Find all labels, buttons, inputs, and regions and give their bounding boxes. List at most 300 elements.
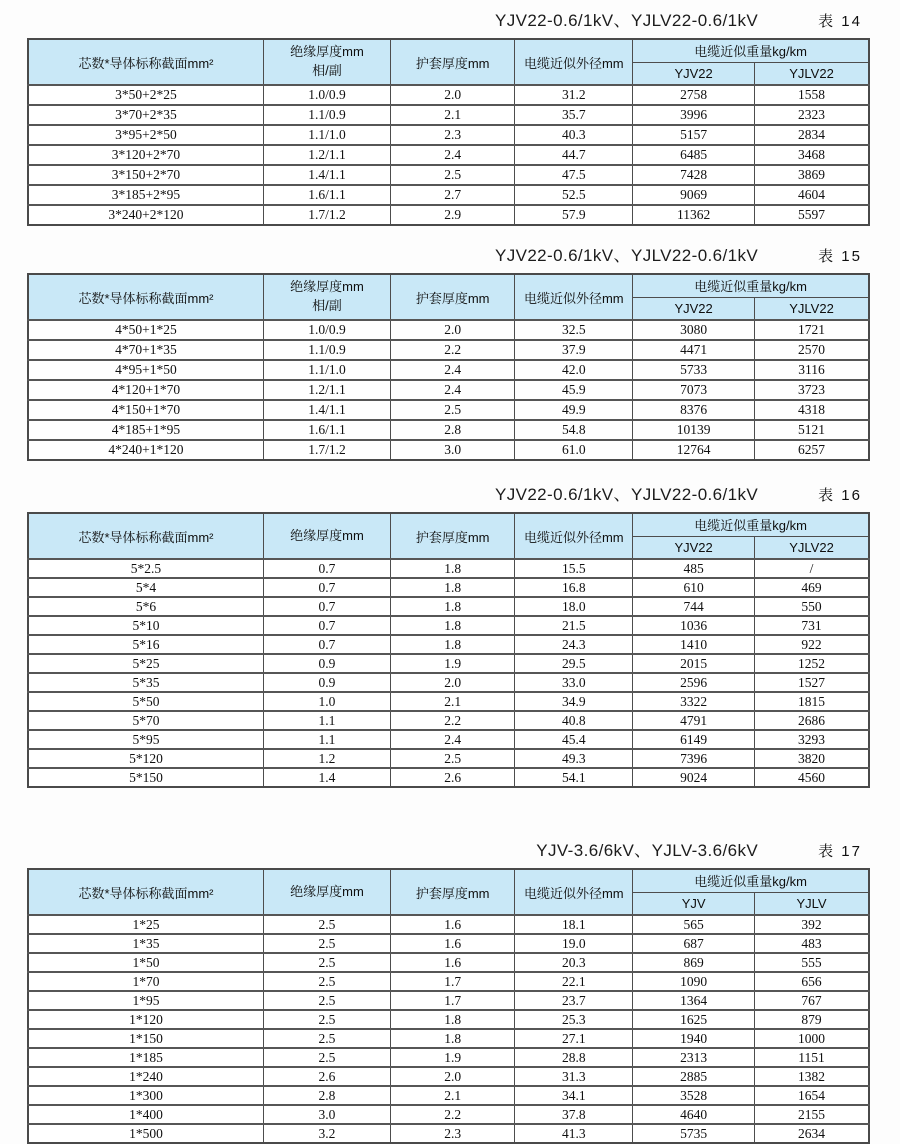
data-cell: 45.9 xyxy=(515,380,633,400)
data-cell: 20.3 xyxy=(515,953,633,972)
data-cell: 2.5 xyxy=(263,972,390,991)
data-cell: 2.1 xyxy=(390,105,514,125)
data-cell: 1940 xyxy=(633,1029,755,1048)
col-header-insulation-thickness xyxy=(263,274,390,320)
tables-host xyxy=(0,6,900,1144)
data-cell: 61.0 xyxy=(515,440,633,460)
data-cell: 1*240 xyxy=(28,1067,263,1086)
data-cell: 3528 xyxy=(633,1086,755,1105)
table-row xyxy=(28,1105,869,1124)
data-cell: 767 xyxy=(755,991,869,1010)
data-cell: 15.5 xyxy=(515,559,633,578)
data-cell: 5*120 xyxy=(28,749,263,768)
data-cell: 1*120 xyxy=(28,1010,263,1029)
data-cell: 12764 xyxy=(633,440,755,460)
data-cell: 3*185+2*95 xyxy=(28,185,263,205)
data-cell: 16.8 xyxy=(515,578,633,597)
data-cell: 5*70 xyxy=(28,711,263,730)
table-header xyxy=(28,869,869,915)
data-cell: 2634 xyxy=(755,1124,869,1143)
data-cell: 2.7 xyxy=(390,185,514,205)
data-cell: 1721 xyxy=(755,320,869,340)
data-cell: 34.1 xyxy=(515,1086,633,1105)
data-cell: 1.1 xyxy=(263,711,390,730)
cable-spec-table xyxy=(27,273,870,461)
data-cell: 2.0 xyxy=(390,1067,514,1086)
table-row xyxy=(28,125,869,145)
data-cell: 3116 xyxy=(755,360,869,380)
data-cell: 40.3 xyxy=(515,125,633,145)
data-cell: 3.2 xyxy=(263,1124,390,1143)
data-cell: 7396 xyxy=(633,749,755,768)
data-cell: 2.3 xyxy=(390,125,514,145)
insulation-header-line1: 绝缘厚度mm xyxy=(290,44,364,60)
table-header xyxy=(28,39,869,85)
data-cell: 1.1/0.9 xyxy=(263,105,390,125)
col-header-insulation-thickness xyxy=(263,39,390,85)
data-cell: 3322 xyxy=(633,692,755,711)
table-row xyxy=(28,730,869,749)
data-cell: 1.6/1.1 xyxy=(263,185,390,205)
data-cell: 54.1 xyxy=(515,768,633,787)
col-header-approx-diameter: 电缆近似外径mm xyxy=(515,869,633,915)
data-cell: 1.9 xyxy=(390,1048,514,1067)
col-header-approx-diameter: 电缆近似外径mm xyxy=(515,513,633,559)
data-cell: 2.5 xyxy=(263,934,390,953)
data-cell: 1.6/1.1 xyxy=(263,420,390,440)
table-row xyxy=(28,420,869,440)
data-cell: 2.5 xyxy=(263,953,390,972)
col-header-sheath-thickness: 护套厚度mm xyxy=(390,274,514,320)
table-title-row xyxy=(27,6,870,31)
data-cell: 5157 xyxy=(633,125,755,145)
data-cell: 1815 xyxy=(755,692,869,711)
data-cell: 6149 xyxy=(633,730,755,749)
data-cell: 6257 xyxy=(755,440,869,460)
data-cell: 744 xyxy=(633,597,755,616)
col-header-approx-weight: 电缆近似重量kg/km xyxy=(633,869,869,892)
insulation-header-line1: 绝缘厚度mm xyxy=(290,883,364,899)
table-row xyxy=(28,673,869,692)
data-cell: 5*50 xyxy=(28,692,263,711)
data-cell: 0.9 xyxy=(263,673,390,692)
table-header xyxy=(28,513,869,559)
data-cell: 54.8 xyxy=(515,420,633,440)
data-cell: 29.5 xyxy=(515,654,633,673)
data-cell: 18.0 xyxy=(515,597,633,616)
data-cell: 1*95 xyxy=(28,991,263,1010)
table-row xyxy=(28,145,869,165)
table-row xyxy=(28,1067,869,1086)
data-cell: 1151 xyxy=(755,1048,869,1067)
data-cell: 4*95+1*50 xyxy=(28,360,263,380)
data-cell: 31.3 xyxy=(515,1067,633,1086)
table-row xyxy=(28,711,869,730)
data-cell: 1.9 xyxy=(390,654,514,673)
data-cell: 1*70 xyxy=(28,972,263,991)
data-cell: 2313 xyxy=(633,1048,755,1067)
data-cell: 1.2 xyxy=(263,749,390,768)
table-row xyxy=(28,1086,869,1105)
data-cell: 1.8 xyxy=(390,1010,514,1029)
col-header-weight-yjlv: YJLV22 xyxy=(755,297,869,320)
data-cell: 1410 xyxy=(633,635,755,654)
data-cell: 5597 xyxy=(755,205,869,225)
col-header-approx-weight: 电缆近似重量kg/km xyxy=(633,513,869,536)
data-cell: 0.7 xyxy=(263,559,390,578)
data-cell: 1252 xyxy=(755,654,869,673)
data-cell: 1654 xyxy=(755,1086,869,1105)
data-cell: 0.7 xyxy=(263,635,390,654)
cable-spec-table xyxy=(27,868,870,1144)
data-cell: 1.7 xyxy=(390,972,514,991)
data-cell: 5*16 xyxy=(28,635,263,654)
data-cell: 5*6 xyxy=(28,597,263,616)
data-cell: 3080 xyxy=(633,320,755,340)
col-header-core-section: 芯数*导体标称截面mm² xyxy=(28,274,263,320)
data-cell: 2.6 xyxy=(263,1067,390,1086)
col-header-core-section: 芯数*导体标称截面mm² xyxy=(28,39,263,85)
col-header-weight-yjlv: YJLV22 xyxy=(755,536,869,559)
data-cell: 1382 xyxy=(755,1067,869,1086)
cable-spec-table xyxy=(27,512,870,788)
table-number-label: 表 14 xyxy=(818,13,862,30)
data-cell: 37.8 xyxy=(515,1105,633,1124)
col-header-weight-yjlv: YJLV xyxy=(755,892,869,915)
data-cell: 1*500 xyxy=(28,1124,263,1143)
data-cell: 1.4/1.1 xyxy=(263,165,390,185)
data-cell: 4*150+1*70 xyxy=(28,400,263,420)
data-cell: 23.7 xyxy=(515,991,633,1010)
spec-table-section-3 xyxy=(27,480,870,788)
data-cell: 9024 xyxy=(633,768,755,787)
data-cell: 2155 xyxy=(755,1105,869,1124)
data-cell: 1.6 xyxy=(390,934,514,953)
data-cell: 32.5 xyxy=(515,320,633,340)
data-cell: 2.3 xyxy=(390,1124,514,1143)
table-row xyxy=(28,440,869,460)
data-cell: 2.5 xyxy=(390,400,514,420)
data-cell: 18.1 xyxy=(515,915,633,934)
table-row xyxy=(28,749,869,768)
table-row xyxy=(28,559,869,578)
col-header-approx-weight: 电缆近似重量kg/km xyxy=(633,39,869,62)
data-cell: 1*300 xyxy=(28,1086,263,1105)
data-cell: 1.8 xyxy=(390,635,514,654)
data-cell: 2885 xyxy=(633,1067,755,1086)
data-cell: 3869 xyxy=(755,165,869,185)
table-title: YJV22-0.6/1kV、YJLV22-0.6/1kV xyxy=(494,246,759,265)
data-cell: 10139 xyxy=(633,420,755,440)
col-header-core-section: 芯数*导体标称截面mm² xyxy=(28,869,263,915)
table-row xyxy=(28,692,869,711)
table-row xyxy=(28,953,869,972)
data-cell: 2.4 xyxy=(390,730,514,749)
col-header-weight-yjv: YJV22 xyxy=(633,297,755,320)
data-cell: 1.1/0.9 xyxy=(263,340,390,360)
col-header-weight-yjlv: YJLV22 xyxy=(755,62,869,85)
table-body xyxy=(28,320,869,460)
data-cell: 45.4 xyxy=(515,730,633,749)
data-cell: 0.9 xyxy=(263,654,390,673)
data-cell: 1*185 xyxy=(28,1048,263,1067)
data-cell: 5*2.5 xyxy=(28,559,263,578)
col-header-insulation-thickness xyxy=(263,869,390,915)
data-cell: 1.0/0.9 xyxy=(263,85,390,105)
data-cell: 34.9 xyxy=(515,692,633,711)
data-cell: 2.5 xyxy=(263,991,390,1010)
data-cell: 0.7 xyxy=(263,578,390,597)
data-cell: 392 xyxy=(755,915,869,934)
data-cell: 40.8 xyxy=(515,711,633,730)
data-cell: 1.0 xyxy=(263,692,390,711)
data-cell: 656 xyxy=(755,972,869,991)
data-cell: 4*240+1*120 xyxy=(28,440,263,460)
data-cell: 3.0 xyxy=(390,440,514,460)
data-cell: 1.7/1.2 xyxy=(263,440,390,460)
data-cell: 2.5 xyxy=(390,749,514,768)
data-cell: 4318 xyxy=(755,400,869,420)
table-number-label: 表 15 xyxy=(818,248,862,265)
table-row xyxy=(28,185,869,205)
spec-table-section-4 xyxy=(27,836,870,1144)
data-cell: 2.2 xyxy=(390,340,514,360)
data-cell: 1.4 xyxy=(263,768,390,787)
table-number-label: 表 16 xyxy=(818,487,862,504)
data-cell: 3*150+2*70 xyxy=(28,165,263,185)
data-cell: 3*240+2*120 xyxy=(28,205,263,225)
data-cell: 1.0/0.9 xyxy=(263,320,390,340)
data-cell: 4471 xyxy=(633,340,755,360)
col-header-insulation-thickness xyxy=(263,513,390,559)
table-row xyxy=(28,105,869,125)
table-header xyxy=(28,274,869,320)
data-cell: 5*150 xyxy=(28,768,263,787)
table-row xyxy=(28,1124,869,1143)
table-title-row xyxy=(27,480,870,505)
table-title: YJV22-0.6/1kV、YJLV22-0.6/1kV xyxy=(494,485,759,504)
data-cell: 4*185+1*95 xyxy=(28,420,263,440)
data-cell: 2.5 xyxy=(390,165,514,185)
data-cell: 610 xyxy=(633,578,755,597)
data-cell: 47.5 xyxy=(515,165,633,185)
data-cell: 2.2 xyxy=(390,711,514,730)
data-cell: 2.9 xyxy=(390,205,514,225)
data-cell: 2.4 xyxy=(390,360,514,380)
data-cell: 9069 xyxy=(633,185,755,205)
data-cell: 1625 xyxy=(633,1010,755,1029)
data-cell: 44.7 xyxy=(515,145,633,165)
spec-table-section-2 xyxy=(27,241,870,461)
data-cell: 1.8 xyxy=(390,597,514,616)
table-row xyxy=(28,635,869,654)
data-cell: 4*70+1*35 xyxy=(28,340,263,360)
data-cell: 8376 xyxy=(633,400,755,420)
data-cell: 1558 xyxy=(755,85,869,105)
table-row xyxy=(28,934,869,953)
data-cell: 1036 xyxy=(633,616,755,635)
data-cell: 2.5 xyxy=(263,1048,390,1067)
col-header-approx-diameter: 电缆近似外径mm xyxy=(515,39,633,85)
data-cell: 555 xyxy=(755,953,869,972)
data-cell: 5121 xyxy=(755,420,869,440)
data-cell: 2.5 xyxy=(263,1029,390,1048)
data-cell: 1*400 xyxy=(28,1105,263,1124)
data-cell: 2686 xyxy=(755,711,869,730)
data-cell: 52.5 xyxy=(515,185,633,205)
table-row xyxy=(28,1029,869,1048)
data-cell: 4640 xyxy=(633,1105,755,1124)
data-cell: 57.9 xyxy=(515,205,633,225)
data-cell: 1.4/1.1 xyxy=(263,400,390,420)
data-cell: 5*95 xyxy=(28,730,263,749)
data-cell: 5*4 xyxy=(28,578,263,597)
table-title-row xyxy=(27,836,870,861)
data-cell: 5733 xyxy=(633,360,755,380)
data-cell: 2596 xyxy=(633,673,755,692)
data-cell: 37.9 xyxy=(515,340,633,360)
data-cell: 1*50 xyxy=(28,953,263,972)
data-cell: 5*25 xyxy=(28,654,263,673)
data-cell: 3*95+2*50 xyxy=(28,125,263,145)
data-cell: 1.8 xyxy=(390,616,514,635)
data-cell: 0.7 xyxy=(263,597,390,616)
data-cell: 1.2/1.1 xyxy=(263,380,390,400)
table-row xyxy=(28,360,869,380)
data-cell: 1.7/1.2 xyxy=(263,205,390,225)
data-cell: 3*120+2*70 xyxy=(28,145,263,165)
data-cell: 1.1/1.0 xyxy=(263,360,390,380)
data-cell: 2.0 xyxy=(390,85,514,105)
data-cell: 2834 xyxy=(755,125,869,145)
data-cell: 2.8 xyxy=(390,420,514,440)
data-cell: 1364 xyxy=(633,991,755,1010)
data-cell: 4604 xyxy=(755,185,869,205)
col-header-weight-yjv: YJV xyxy=(633,892,755,915)
data-cell: 2.4 xyxy=(390,380,514,400)
data-cell: 1.8 xyxy=(390,578,514,597)
data-cell: 1.6 xyxy=(390,915,514,934)
data-cell: 1090 xyxy=(633,972,755,991)
data-cell: 3820 xyxy=(755,749,869,768)
data-cell: 565 xyxy=(633,915,755,934)
col-header-core-section: 芯数*导体标称截面mm² xyxy=(28,513,263,559)
data-cell: 0.7 xyxy=(263,616,390,635)
data-cell: 1*35 xyxy=(28,934,263,953)
data-cell: 4*50+1*25 xyxy=(28,320,263,340)
data-cell: 1.6 xyxy=(390,953,514,972)
data-cell: 485 xyxy=(633,559,755,578)
data-cell: 2570 xyxy=(755,340,869,360)
col-header-sheath-thickness: 护套厚度mm xyxy=(390,513,514,559)
data-cell: 2323 xyxy=(755,105,869,125)
table-body xyxy=(28,559,869,787)
data-cell: 21.5 xyxy=(515,616,633,635)
table-row xyxy=(28,972,869,991)
data-cell: 5*35 xyxy=(28,673,263,692)
insulation-header-line2: 相/副 xyxy=(312,298,342,313)
data-cell: 7428 xyxy=(633,165,755,185)
data-cell: 3.0 xyxy=(263,1105,390,1124)
data-cell: 2.5 xyxy=(263,1010,390,1029)
col-header-approx-weight: 电缆近似重量kg/km xyxy=(633,274,869,297)
data-cell: 49.3 xyxy=(515,749,633,768)
table-row xyxy=(28,578,869,597)
data-cell: 1.8 xyxy=(390,559,514,578)
table-row xyxy=(28,85,869,105)
table-row xyxy=(28,400,869,420)
data-cell: 1527 xyxy=(755,673,869,692)
data-cell: 2.1 xyxy=(390,1086,514,1105)
table-body xyxy=(28,915,869,1143)
data-cell: 1.1 xyxy=(263,730,390,749)
data-cell: 4560 xyxy=(755,768,869,787)
data-cell: 31.2 xyxy=(515,85,633,105)
data-cell: 6485 xyxy=(633,145,755,165)
data-cell: 3468 xyxy=(755,145,869,165)
data-cell: 27.1 xyxy=(515,1029,633,1048)
data-cell: 1*150 xyxy=(28,1029,263,1048)
insulation-header-line1: 绝缘厚度mm xyxy=(290,527,364,543)
col-header-weight-yjv: YJV22 xyxy=(633,536,755,559)
data-cell: 3293 xyxy=(755,730,869,749)
table-title: YJV22-0.6/1kV、YJLV22-0.6/1kV xyxy=(494,11,759,30)
data-cell: 24.3 xyxy=(515,635,633,654)
table-row xyxy=(28,654,869,673)
table-body xyxy=(28,85,869,225)
table-row xyxy=(28,991,869,1010)
col-header-approx-diameter: 电缆近似外径mm xyxy=(515,274,633,320)
data-cell: 5*10 xyxy=(28,616,263,635)
data-cell: 11362 xyxy=(633,205,755,225)
data-cell: 2.1 xyxy=(390,692,514,711)
data-cell: 3*50+2*25 xyxy=(28,85,263,105)
col-header-weight-yjv: YJV22 xyxy=(633,62,755,85)
data-cell: 869 xyxy=(633,953,755,972)
data-cell: 28.8 xyxy=(515,1048,633,1067)
data-cell: 42.0 xyxy=(515,360,633,380)
data-cell: 2.0 xyxy=(390,673,514,692)
data-cell: 483 xyxy=(755,934,869,953)
table-row xyxy=(28,616,869,635)
table-row xyxy=(28,597,869,616)
data-cell: 1.2/1.1 xyxy=(263,145,390,165)
table-row xyxy=(28,380,869,400)
spec-table-section-1 xyxy=(27,6,870,226)
table-number-label: 表 17 xyxy=(818,843,862,860)
data-cell: 35.7 xyxy=(515,105,633,125)
data-cell: 5735 xyxy=(633,1124,755,1143)
table-row xyxy=(28,1010,869,1029)
data-cell: 4*120+1*70 xyxy=(28,380,263,400)
data-cell: 731 xyxy=(755,616,869,635)
insulation-header-line2: 相/副 xyxy=(312,63,342,78)
data-cell: 7073 xyxy=(633,380,755,400)
data-cell: 41.3 xyxy=(515,1124,633,1143)
data-cell: 922 xyxy=(755,635,869,654)
data-cell: 1.8 xyxy=(390,1029,514,1048)
data-cell: 2015 xyxy=(633,654,755,673)
data-cell: 550 xyxy=(755,597,869,616)
data-cell: 2.4 xyxy=(390,145,514,165)
col-header-sheath-thickness: 护套厚度mm xyxy=(390,869,514,915)
table-title-row xyxy=(27,241,870,266)
table-row xyxy=(28,320,869,340)
data-cell: 2.6 xyxy=(390,768,514,787)
data-cell: 33.0 xyxy=(515,673,633,692)
data-cell: 1*25 xyxy=(28,915,263,934)
data-cell: 2.2 xyxy=(390,1105,514,1124)
